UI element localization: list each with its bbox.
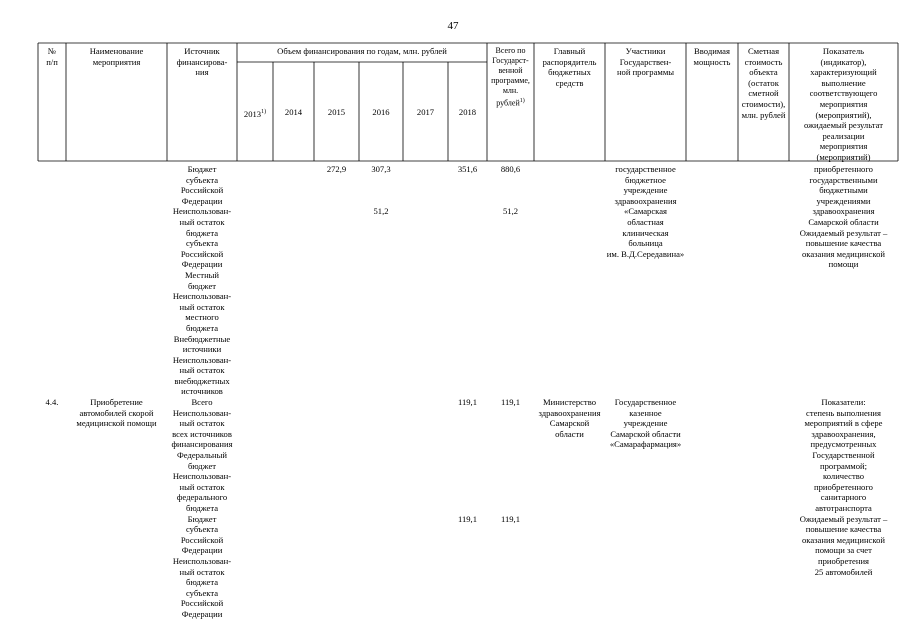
block1-indicator: приобретенного государственными бюджетными учреждениями здравоохранения Самарской области Ожидаемый результат – повышение качества оказания медицинской помощи	[799, 164, 888, 270]
header-participants: Участники Государствен- ной программы	[616, 46, 675, 78]
block2-budget-2018: 119,1	[457, 514, 478, 524]
header-year-2017: 2017	[416, 107, 435, 117]
block2-num: 4.4.	[45, 397, 59, 407]
header-funding-group: Объем финансирования по годам, млн. рублей	[277, 46, 447, 56]
block1-budget-total: 880,6	[500, 164, 521, 174]
block1-unused-2016: 51,2	[373, 206, 389, 216]
block1-budget-2018: 351,6	[457, 164, 478, 174]
header-indicator: Показатель (индикатор), характеризующий выполнение соответствующего мероприятия (мероприятий), ожидаемый результат реализации мероприятия (мероприятий)	[803, 46, 884, 162]
block2-indicator: Показатели: степень выполнения мероприятий в сфере здравоохранения, предусмотренных Государственной программой; количество приобретенного санитарного автотранспорта Ожидаемый результат – повышение качества оказания медицинской помощи за счет приобретения 25 автомобилей	[799, 397, 888, 577]
header-num: № п/п	[46, 46, 58, 67]
block1-budget-2015: 272,9	[326, 164, 347, 174]
header-year-2018: 2018	[458, 107, 477, 117]
header-cost: Сметная стоимость объекта (остаток сметной стоимости), млн. рублей	[741, 46, 786, 120]
header-name: Наименование мероприятия	[89, 46, 144, 67]
block1-participants: государственное бюджетное учреждение здравоохранения «Самарская областная клиническая больница им. В.Д.Середавина»	[606, 164, 685, 259]
block2-budget-total: 119,1	[500, 514, 521, 524]
page-number: 47	[447, 20, 459, 32]
header-capacity: Вводимая мощность	[693, 46, 731, 67]
block1-sources: Бюджет субъекта Российской Федерации Неиспользован- ный остаток бюджета субъекта Российской Федерации Местный бюджет Неиспользован- ный остаток местного бюджета Внебюджетные источники Неиспользован- ный остаток внебюджетных источников	[172, 164, 232, 397]
block2-admin: Министерство здравоохранения Самарской области	[538, 397, 601, 439]
header-year-2016: 2016	[372, 107, 390, 117]
header-admin: Главный распорядитель бюджетных средств	[542, 46, 597, 88]
block1-unused-total: 51,2	[502, 206, 519, 216]
header-year-2015: 2015	[327, 107, 346, 117]
header-year-2014: 2014	[284, 107, 303, 117]
block2-participants: Государственное казенное учреждение Самарской области «Самарафармация»	[609, 397, 682, 450]
block2-name: Приобретение автомобилей скорой медицинской помощи	[76, 397, 157, 429]
header-total: Всего по Государст- венной программе, млн. рублей$^{1)}$	[491, 46, 530, 108]
block1-budget-2016: 307,3	[371, 164, 391, 174]
header-source: Источник финансирова- ния	[176, 46, 228, 78]
block2-sources: Всего Неиспользован- ный остаток всех источников финансирования Федеральный бюджет Неиспользован- ный остаток федерального бюджета Бюджет субъекта Российской Федерации Неиспользован- ный остаток бюджета субъекта Российской Федерации	[171, 397, 233, 619]
block2-total-2018: 119,1	[457, 397, 478, 407]
block2-total-total: 119,1	[500, 397, 521, 407]
header-year-2013: 2013$^{1)}$	[243, 108, 267, 119]
